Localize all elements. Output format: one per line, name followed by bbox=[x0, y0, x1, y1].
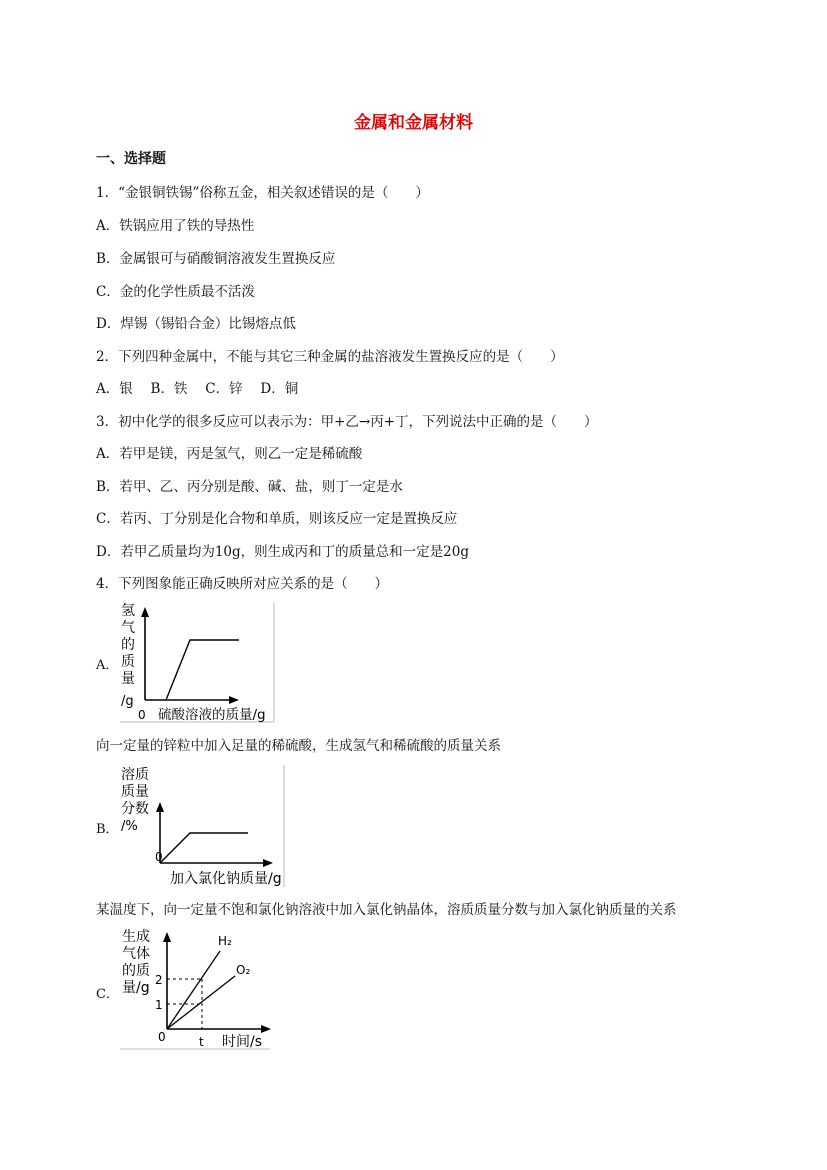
question-2-stem: 2．下列四种金属中，不能与其它三种金属的盐溶液发生置换反应的是（ ） bbox=[96, 349, 564, 365]
chart-a-ylabel-4: 质 bbox=[121, 654, 135, 670]
chart-b-ylabel-1: 溶质 bbox=[121, 767, 149, 783]
chart-b-x-arrow bbox=[263, 859, 273, 867]
chart-b-y-arrow bbox=[156, 802, 164, 812]
chart-c-series-h2: H₂ bbox=[218, 934, 232, 948]
chart-c-ylabel-2: 气体 bbox=[122, 946, 150, 962]
chart-a-ylabel-6: /g bbox=[121, 694, 134, 709]
question-3-option-b: B．若甲、乙、丙分别是酸、碱、盐，则丁一定是水 bbox=[96, 479, 403, 495]
chart-b bbox=[118, 763, 288, 893]
question-1-option-b: B．金属银可与硝酸铜溶液发生置换反应 bbox=[96, 251, 336, 267]
chart-a-y-arrow bbox=[141, 607, 149, 617]
chart-c-ytick-2: 2 bbox=[155, 973, 163, 987]
question-1-option-a: A．铁锅应用了铁的导热性 bbox=[96, 218, 255, 234]
chart-b-origin: 0 bbox=[155, 850, 163, 864]
question-4-option-b-description: 某温度下，向一定量不饱和氯化钠溶液中加入氯化钠晶体，溶质质量分数与加入氯化钠质量的关系 bbox=[96, 902, 677, 918]
chart-a-origin: 0 bbox=[138, 708, 146, 722]
question-4-option-a-letter: A． bbox=[96, 658, 119, 673]
chart-c-series-o2: O₂ bbox=[236, 963, 251, 977]
chart-c-xtick-t: t bbox=[199, 1035, 204, 1049]
chart-c-ylabel-4: 量/g bbox=[122, 980, 150, 996]
chart-a-ylabel-2: 气 bbox=[121, 620, 135, 636]
chart-a bbox=[118, 600, 278, 728]
chart-c-line-o2 bbox=[167, 976, 235, 1029]
chart-a-ylabel-3: 的 bbox=[121, 637, 135, 653]
chart-c-y-arrow bbox=[163, 932, 171, 942]
chart-a-x-arrow bbox=[229, 696, 239, 704]
question-4-option-a-description: 向一定量的锌粒中加入足量的稀硫酸，生成氢气和稀硫酸的质量关系 bbox=[96, 738, 501, 754]
chart-c-origin: 0 bbox=[158, 1030, 166, 1044]
chart-a-xlabel: 硫酸溶液的质量/g bbox=[158, 707, 266, 723]
chart-c-ylabel-3: 的质 bbox=[122, 963, 150, 979]
question-3-option-a: A．若甲是镁，丙是氢气，则乙一定是稀硫酸 bbox=[96, 446, 363, 462]
chart-c-ylabel-1: 生成 bbox=[122, 929, 150, 945]
question-4-option-b-letter: B． bbox=[96, 822, 119, 837]
question-3-option-d: D．若甲乙质量均为10g，则生成丙和丁的质量总和一定是20g bbox=[96, 544, 469, 560]
chart-b-ylabel-3: 分数 bbox=[121, 801, 149, 817]
chart-b-ylabel-2: 质量 bbox=[121, 784, 149, 800]
question-2-options: A．银 B．铁 C．锌 D．铜 bbox=[96, 381, 299, 397]
chart-a-line bbox=[166, 640, 239, 700]
chart-a-ylabel-1: 氢 bbox=[121, 603, 135, 619]
chart-b-line bbox=[160, 833, 248, 863]
chart-b-xlabel: 加入氯化钠质量/g bbox=[170, 871, 282, 887]
question-3-stem: 3．初中化学的很多反应可以表示为：甲+乙→丙+丁，下列说法中正确的是（ ） bbox=[96, 414, 598, 430]
chart-c bbox=[118, 925, 278, 1055]
question-1-option-d: D．焊锡（锡铅合金）比锡熔点低 bbox=[96, 316, 296, 332]
chart-b-ylabel-4: /% bbox=[121, 819, 138, 834]
chart-c-xlabel: 时间/s bbox=[222, 1034, 263, 1050]
question-4-option-c-letter: C． bbox=[96, 987, 119, 1002]
question-1-option-c: C．金的化学性质最不活泼 bbox=[96, 284, 255, 300]
question-3-option-c: C．若丙、丁分别是化合物和单质，则该反应一定是置换反应 bbox=[96, 511, 458, 527]
question-1-stem: 1．“金银铜铁锡”俗称五金，相关叙述错误的是（ ） bbox=[96, 185, 429, 201]
section-heading: 一、选择题 bbox=[96, 151, 166, 167]
chart-c-ytick-1: 1 bbox=[155, 998, 163, 1012]
chart-a-ylabel-5: 量 bbox=[121, 671, 135, 687]
chart-c-x-arrow bbox=[261, 1025, 271, 1033]
page-title: 金属和金属材料 bbox=[354, 113, 473, 133]
question-4-stem: 4．下列图象能正确反映所对应关系的是（ ） bbox=[96, 576, 389, 592]
chart-c-line-h2 bbox=[167, 951, 220, 1029]
